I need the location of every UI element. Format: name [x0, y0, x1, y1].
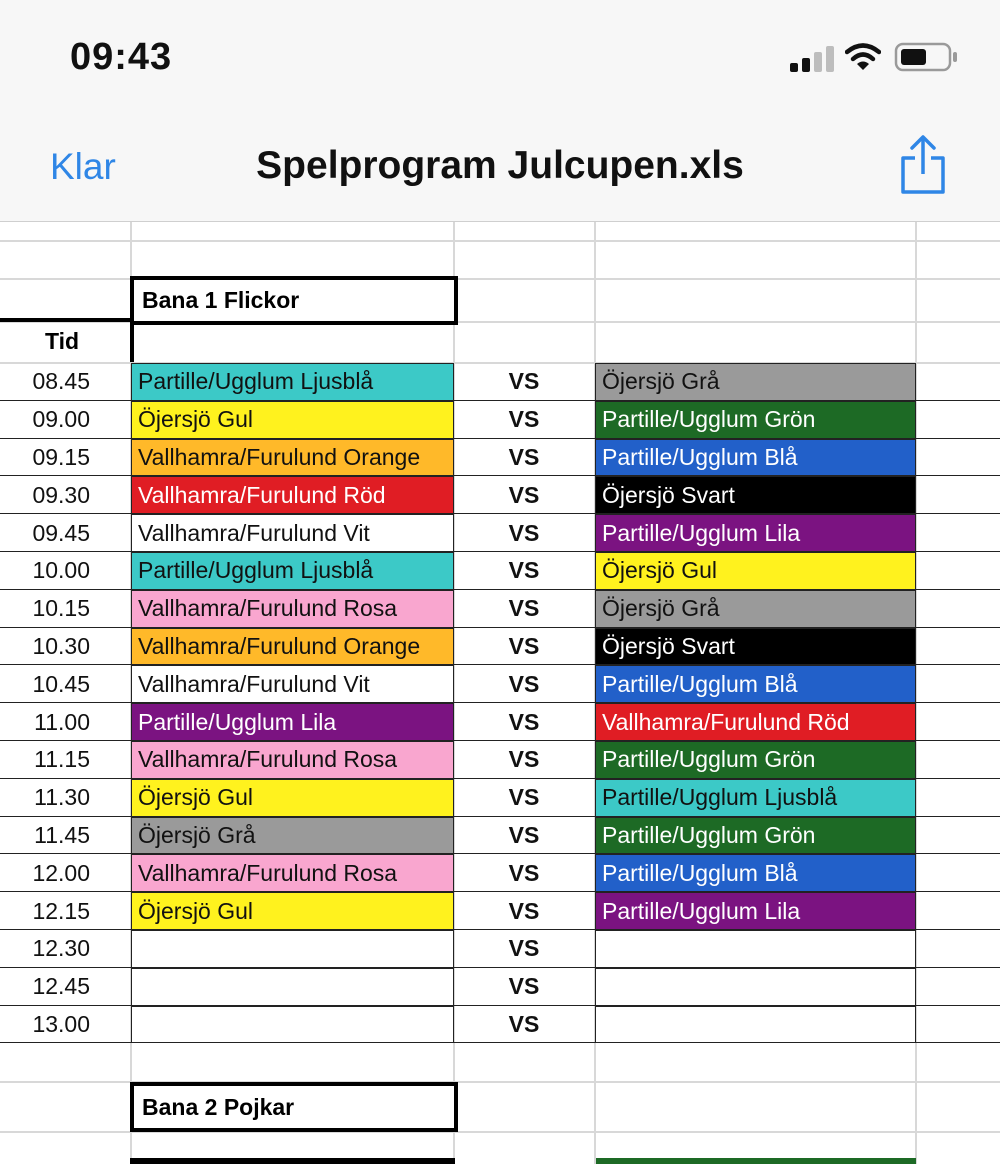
away-team-cell[interactable]: Partille/Ugglum Blå: [595, 665, 916, 703]
away-team-cell[interactable]: Öjersjö Svart: [595, 476, 916, 514]
away-team-cell[interactable]: Partille/Ugglum Lila: [595, 892, 916, 930]
cellular-signal-icon: [790, 46, 836, 72]
grid-line: [0, 240, 1000, 242]
vs-cell[interactable]: VS: [508, 670, 540, 697]
time-cell[interactable]: 09.45: [32, 519, 90, 546]
vs-cell[interactable]: VS: [508, 859, 540, 886]
time-column-header[interactable]: Tid: [44, 328, 80, 354]
next-table-cell: [596, 1158, 916, 1164]
home-team-cell[interactable]: Partille/Ugglum Ljusblå: [131, 363, 454, 401]
time-cell[interactable]: 11.15: [34, 746, 90, 773]
vs-cell[interactable]: VS: [508, 443, 540, 470]
away-team-cell[interactable]: Partille/Ugglum Blå: [595, 854, 916, 892]
away-team-cell[interactable]: Öjersjö Svart: [595, 628, 916, 666]
vs-cell[interactable]: VS: [508, 406, 540, 433]
time-cell[interactable]: 10.00: [32, 557, 90, 584]
vs-cell[interactable]: VS: [508, 784, 540, 811]
time-cell[interactable]: 10.45: [32, 670, 90, 697]
header-border: [130, 318, 134, 362]
share-button[interactable]: [897, 134, 949, 196]
home-team-cell[interactable]: Öjersjö Gul: [131, 401, 454, 439]
time-cell[interactable]: 09.15: [32, 443, 90, 470]
home-team-cell[interactable]: Vallhamra/Furulund Vit: [131, 665, 454, 703]
away-team-cell[interactable]: Öjersjö Grå: [595, 590, 916, 628]
vs-cell[interactable]: VS: [508, 519, 540, 546]
away-team-cell[interactable]: Öjersjö Gul: [595, 552, 916, 590]
away-team-cell[interactable]: [595, 1006, 916, 1044]
vs-cell[interactable]: VS: [508, 481, 540, 508]
vs-cell[interactable]: VS: [508, 935, 540, 962]
away-team-cell[interactable]: Partille/Ugglum Lila: [595, 514, 916, 552]
time-cell[interactable]: 12.00: [32, 859, 90, 886]
time-cell[interactable]: 12.45: [32, 973, 90, 1000]
home-team-cell[interactable]: Öjersjö Grå: [131, 817, 454, 855]
spreadsheet[interactable]: [0, 222, 1000, 1164]
away-team-cell[interactable]: Öjersjö Grå: [595, 363, 916, 401]
home-team-cell[interactable]: Vallhamra/Furulund Röd: [131, 476, 454, 514]
time-cell[interactable]: 10.15: [32, 595, 90, 622]
vs-cell[interactable]: VS: [508, 632, 540, 659]
home-team-cell[interactable]: [131, 1006, 454, 1044]
section-title-bana1[interactable]: Bana 1 Flickor: [130, 276, 458, 325]
home-team-cell[interactable]: Vallhamra/Furulund Orange: [131, 628, 454, 666]
vs-cell[interactable]: VS: [508, 708, 540, 735]
home-team-cell[interactable]: [131, 930, 454, 968]
home-team-cell[interactable]: Vallhamra/Furulund Rosa: [131, 741, 454, 779]
time-cell[interactable]: 11.30: [34, 784, 90, 811]
vs-cell[interactable]: VS: [508, 1010, 540, 1037]
away-team-cell[interactable]: Partille/Ugglum Ljusblå: [595, 779, 916, 817]
done-button[interactable]: Klar: [50, 146, 116, 187]
battery-icon: [894, 42, 958, 72]
home-team-cell[interactable]: Partille/Ugglum Lila: [131, 703, 454, 741]
away-team-cell[interactable]: Partille/Ugglum Grön: [595, 817, 916, 855]
vs-cell[interactable]: VS: [508, 973, 540, 1000]
home-team-cell[interactable]: Vallhamra/Furulund Vit: [131, 514, 454, 552]
next-table-border: [130, 1158, 455, 1164]
share-icon: [897, 134, 949, 196]
vs-cell[interactable]: VS: [508, 821, 540, 848]
time-cell[interactable]: 13.00: [32, 1010, 90, 1037]
away-team-cell[interactable]: [595, 930, 916, 968]
away-team-cell[interactable]: Partille/Ugglum Blå: [595, 439, 916, 477]
vs-cell[interactable]: VS: [508, 897, 540, 924]
time-cell[interactable]: 09.00: [32, 406, 90, 433]
time-cell[interactable]: 11.00: [34, 708, 90, 735]
wifi-icon: [845, 42, 881, 72]
away-team-cell[interactable]: [595, 968, 916, 1006]
time-cell[interactable]: 10.30: [32, 632, 90, 659]
home-team-cell[interactable]: Partille/Ugglum Ljusblå: [131, 552, 454, 590]
header-border: [0, 318, 134, 322]
time-cell[interactable]: 08.45: [32, 368, 90, 395]
away-team-cell[interactable]: Partille/Ugglum Grön: [595, 741, 916, 779]
time-cell[interactable]: 12.15: [32, 897, 90, 924]
time-cell[interactable]: 09.30: [32, 481, 90, 508]
vs-cell[interactable]: VS: [508, 595, 540, 622]
home-team-cell[interactable]: Vallhamra/Furulund Rosa: [131, 590, 454, 628]
away-team-cell[interactable]: Partille/Ugglum Grön: [595, 401, 916, 439]
status-time: 09:43: [70, 36, 173, 78]
section-title-bana2[interactable]: Bana 2 Pojkar: [130, 1082, 458, 1132]
vs-cell[interactable]: VS: [508, 557, 540, 584]
time-cell[interactable]: 12.30: [32, 935, 90, 962]
home-team-cell[interactable]: Öjersjö Gul: [131, 779, 454, 817]
home-team-cell[interactable]: Öjersjö Gul: [131, 892, 454, 930]
time-cell[interactable]: 11.45: [34, 821, 90, 848]
vs-cell[interactable]: VS: [508, 368, 540, 395]
vs-cell[interactable]: VS: [508, 746, 540, 773]
home-team-cell[interactable]: [131, 968, 454, 1006]
home-team-cell[interactable]: Vallhamra/Furulund Orange: [131, 439, 454, 477]
away-team-cell[interactable]: Vallhamra/Furulund Röd: [595, 703, 916, 741]
document-title: Spelprogram Julcupen.xls: [256, 144, 744, 187]
home-team-cell[interactable]: Vallhamra/Furulund Rosa: [131, 854, 454, 892]
top-bar: [0, 0, 1000, 222]
